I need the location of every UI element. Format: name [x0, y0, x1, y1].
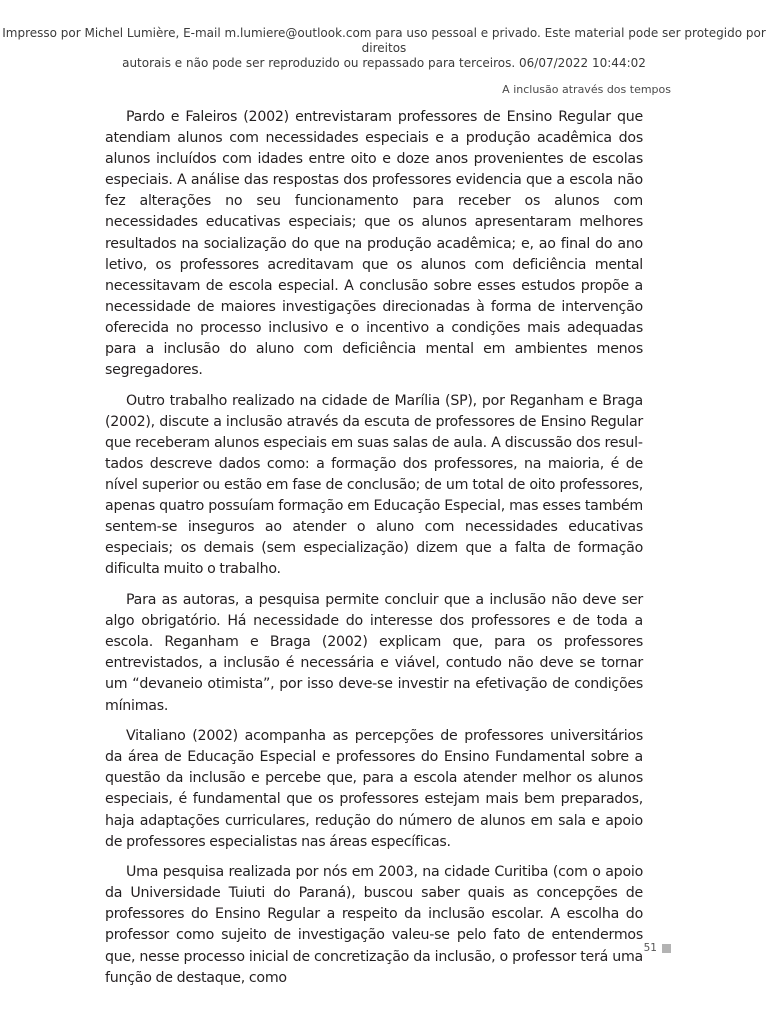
page-number: 51 — [643, 942, 657, 954]
paragraph: Para as autoras, a pesquisa permite concluir que a inclusão não deve ser algo obrigatório. Há necessidade do interesse dos professores e de toda a escola. Reganham e Braga (2002) explicam que, para os professores entrevistados, a inclusão é necessária e viável, contudo não deve se tornar um “devaneio otimista”, por isso deve-se investir na efetivação de condições mínimas. — [105, 592, 643, 714]
watermark-line-1: Impresso por Michel Lumière, E-mail m.lumiere@outlook.com para uso pessoal e privado. Este material pode ser protegido por direitos — [2, 26, 766, 55]
paragraph: Uma pesquisa realizada por nós em 2003, na cidade Curitiba (com o apoio da Universidade Tuiuti do Paraná), buscou saber quais as concepções de professores do Ensino Regular a respeito da inclusão escolar. A escolha do professor como sujeito de investigação valeu-se pelo fato de entendermos que, nesse processo inicial de concretização da inclusão, o professor terá uma função de destaque, como — [105, 864, 643, 986]
page-marker-square-icon — [662, 944, 671, 953]
body-text — [105, 107, 643, 998]
paragraph: Pardo e Faleiros (2002) entrevistaram professores de Ensino Regular que atendiam alunos com necessidades especiais e a produção acadêmica dos alunos incluídos com idades entre oito e doze anos provenientes de escolas especiais. A análise das respostas dos professores evidencia que a escola não fez alterações no seu funcionamento para receber os alunos com necessidades educativas especiais; que os alunos apresentaram melhores resultados na socialização do que na produção acadêmica; e, ao final do ano letivo, os professores acreditavam que os alunos com deficiência mental necessitavam de escola especial. A conclusão sobre esses estudos propõe a necessidade de maiores investigações direcionadas à forma de intervenção oferecida no processo inclusivo e o incentivo a condições mais adequadas para a inclusão do aluno com deficiência mental em ambientes menos segregadores. — [105, 109, 643, 379]
running-head: A inclusão através dos tempos — [502, 83, 671, 96]
paragraph: Outro trabalho realizado na cidade de Marília (SP), por Reganham e Braga (2002), discute a inclusão através da escuta de professores de Ensino Regular que receberam alunos especiais em suas salas de aula. A discussão dos resultados descreve dados como: a formação dos professores, na maioria, é de nível superior ou estão em fase de conclusão; de um total de oito professores, apenas quatro possuíam formação em Educação Especial, mas esses também sentem-se inseguros ao atender o aluno com necessidades educativas especiais; os demais (sem especialização) dizem que a falta de formação dificulta muito o trabalho. — [105, 392, 643, 578]
print-watermark — [0, 26, 768, 71]
watermark-line-2: autorais e não pode ser reproduzido ou repassado para terceiros. 06/07/2022 10:44:02 — [122, 56, 646, 70]
paragraph: Vitaliano (2002) acompanha as percepções de professores universitários da área de Educação Especial e professores do Ensino Fundamental sobre a questão da inclusão e percebe que, para a escola atender melhor os alunos especiais, é fundamental que os professores estejam mais bem preparados, haja adaptações curriculares, redução do número de alunos em sala e apoio de professores especialistas nas áreas específicas. — [105, 728, 643, 850]
page-footer — [644, 942, 671, 954]
